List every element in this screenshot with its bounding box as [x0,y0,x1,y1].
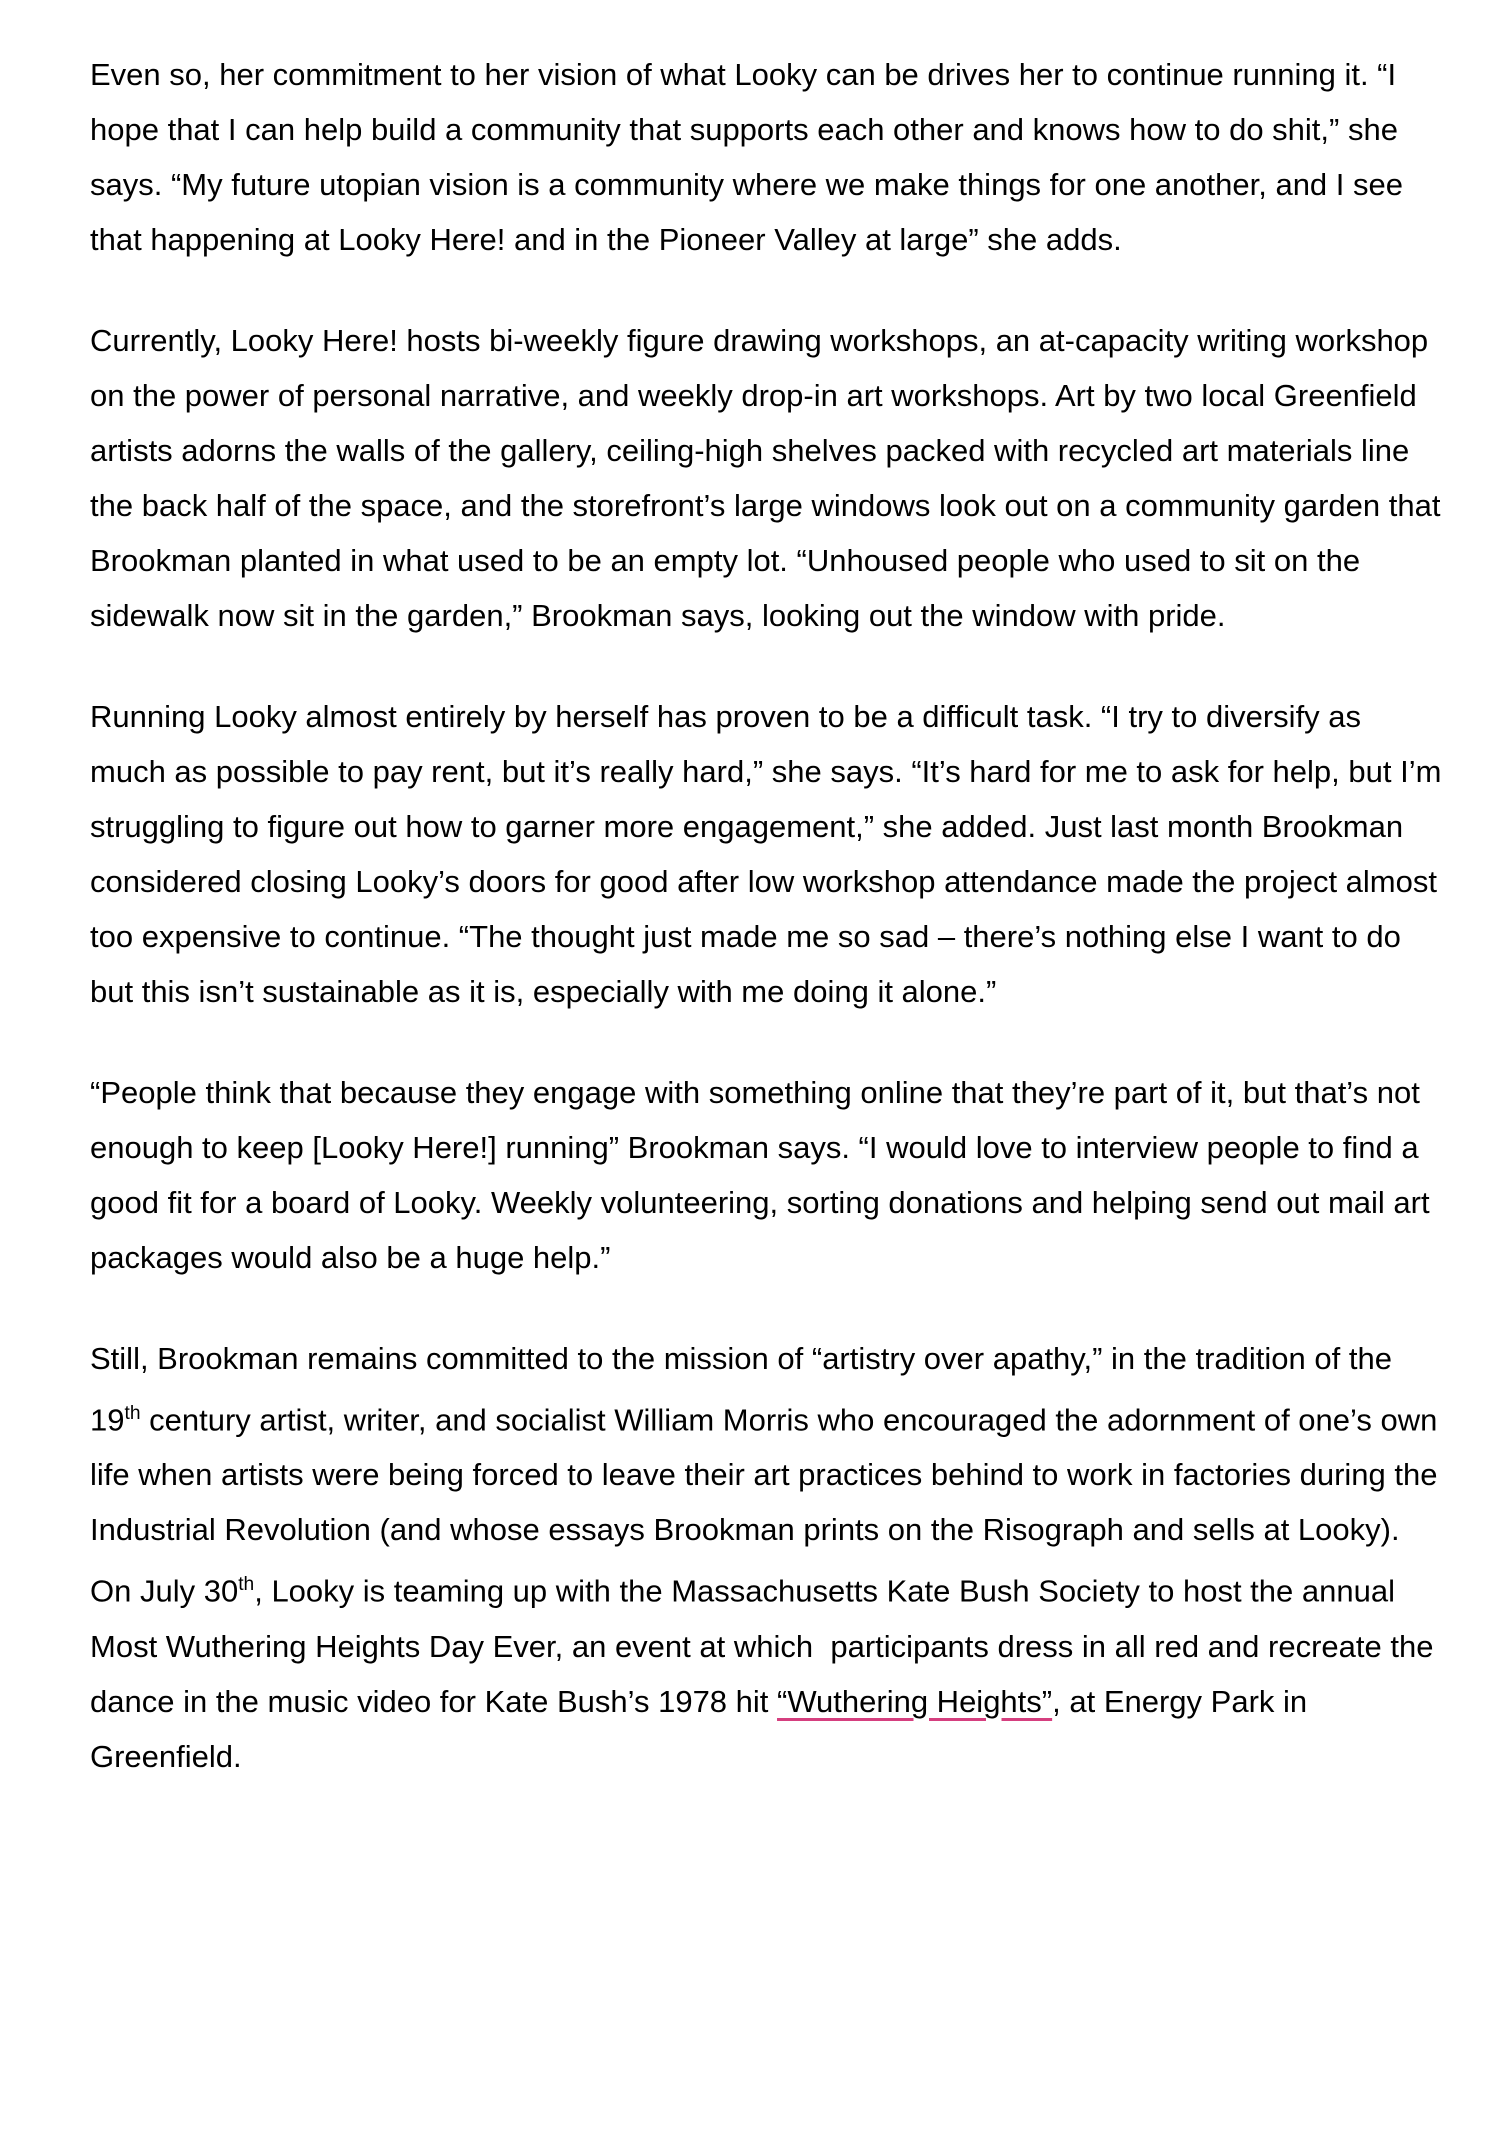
paragraph-vision: Even so, her commitment to her vision of what Looky can be drives her to continue running it. “I hope that I can help build a community that supports each other and knows how to do shit,” she says. “My future utopian vision is a community where we make things for one another, and I see that happening at Looky Here! and in the Pioneer Valley at large” she adds. [90,57,1412,257]
paragraph-engagement: “People think that because they engage with something online that they’re part of it, but that’s not enough to keep [Looky Here!] running” Brookman says. “I would love to interview people to find a good fit for a board of Looky. Weekly volunteering, sorting donations and helping send out mail art packages would also be a huge help.” [90,1075,1439,1275]
article-body [90,47,1451,1784]
paragraph-current-programs: Currently, Looky Here! hosts bi-weekly figure drawing workshops, an at-capacity writing workshop on the power of personal narrative, and weekly drop-in art workshops. Art by two local Greenfield artists adorns the walls of the gallery, ceiling-high shelves packed with recycled art materials line the back half of the space, and the storefront’s large windows look out on a community garden that Brookman planted in what used to be an empty lot. “Unhoused people who used to sit on the sidewalk now sit in the garden,” Brookman says, looking out the window with pride. [90,323,1450,633]
wuthering-heights-link[interactable]: “Wuthering Heights” [777,1683,1053,1719]
ordinal-superscript: th [238,1574,255,1596]
paragraph-mission-events [90,1331,1447,1784]
paragraph-running-alone: Running Looky almost entirely by herself has proven to be a difficult task. “I try to diversify as much as possible to pay rent, but it’s really hard,” she says. “It’s hard for me to ask for help, but I’m struggling to figure out how to garner more engagement,” she added. Just last month Brookman considered closing Looky’s doors for good after low workshop attendance made the project almost too expensive to continue. “The thought just made me so sad – there’s nothing else I want to do but this isn’t sustainable as it is, especially with me doing it alone.” [90,699,1451,1009]
text-segment: century artist, writer, and socialist William Morris who encouraged the adornment of one’s own life when artists were being forced to leave their art practices behind to work in factories during the Industrial Revolution (and whose essays Brookman prints on the Risograph and sells at Looky). On July 30 [90,1402,1447,1609]
text-segment: , at Energy Park in Greenfield. [90,1683,1316,1774]
text-segment: Still, Brookman remains committed to the mission of “artistry over apathy,” in the tradition of the 19 [90,1341,1401,1438]
ordinal-superscript: th [124,1403,141,1424]
text-segment: , Looky is teaming up with the Massachusetts Kate Bush Society to host the annual Most Wuthering Heights Day Ever, an event at which participants dress in all red and recreate the dance in the music video for Kate Bush’s 1978 hit [90,1573,1443,1719]
